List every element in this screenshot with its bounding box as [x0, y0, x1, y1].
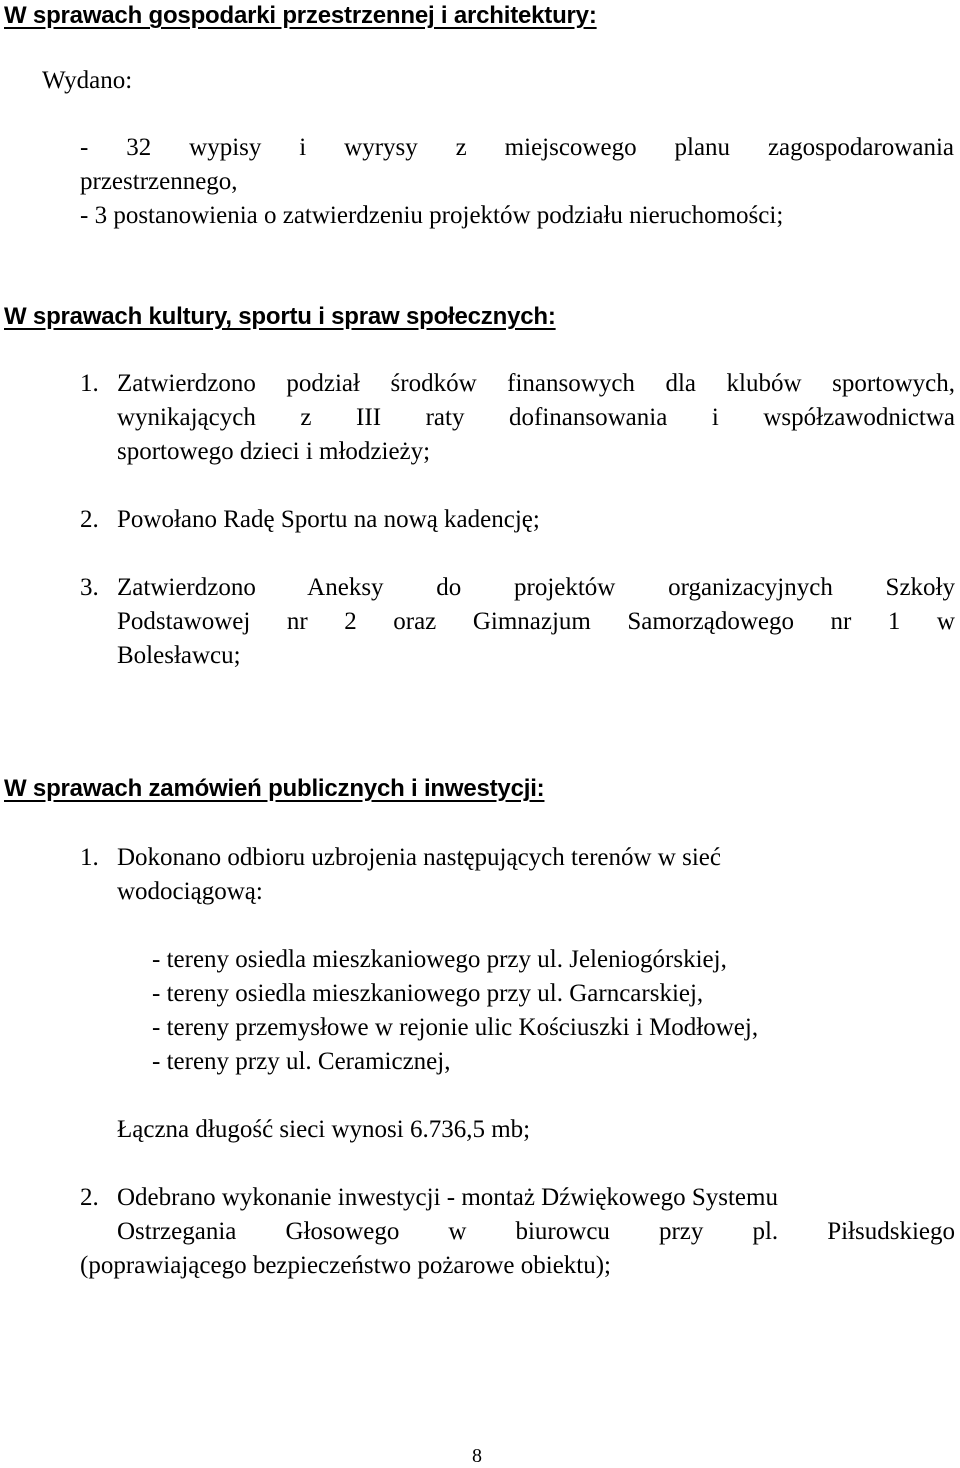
section-heading-culture-sport: W sprawach kultury, sportu i spraw społecznych:	[4, 303, 556, 330]
list-item-line: Ostrzegania Głosowego w biurowcu przy pl. Piłsudskiego	[117, 1218, 955, 1245]
list-item-number: 3.	[80, 574, 99, 601]
list-item-line: Dokonano odbioru uzbrojenia następujących terenów w sieć	[117, 844, 721, 871]
list-item-line: Odebrano wykonanie inwestycji - montaż Dźwiękowego Systemu	[117, 1184, 778, 1211]
list-item-line: wodociągową:	[117, 878, 263, 905]
list-item-line: Bolesławcu;	[117, 642, 241, 669]
network-length-total: Łączna długość sieci wynosi 6.736,5 mb;	[117, 1116, 531, 1143]
list-item-line: Podstawowej nr 2 oraz Gimnazjum Samorządowego nr 1 w	[117, 608, 955, 635]
sublist-item: - tereny przemysłowe w rejonie ulic Kościuszki i Modłowej,	[152, 1014, 759, 1041]
issued-item-line: - 32 wypisy i wyrysy z miejscowego planu zagospodarowania	[80, 134, 954, 161]
list-item-line: sportowego dzieci i młodzieży;	[117, 438, 431, 465]
list-item-line: Zatwierdzono Aneksy do projektów organizacyjnych Szkoły	[117, 574, 955, 601]
list-item-line: Powołano Radę Sportu na nową kadencję;	[117, 506, 540, 533]
sublist-item: - tereny przy ul. Ceramicznej,	[152, 1048, 451, 1075]
sublist-item: - tereny osiedla mieszkaniowego przy ul. Garncarskiej,	[152, 980, 704, 1007]
list-item-number: 1.	[80, 370, 99, 397]
section-heading-public-procurement: W sprawach zamówień publicznych i inwestycji:	[4, 775, 545, 802]
list-item-line: Zatwierdzono podział środków finansowych dla klubów sportowych,	[117, 370, 955, 397]
list-item-number: 1.	[80, 844, 99, 871]
page-number: 8	[472, 1445, 482, 1467]
list-item-number: 2.	[80, 1184, 99, 1211]
issued-label: Wydano:	[42, 67, 133, 94]
issued-item-line: - 3 postanowienia o zatwierdzeniu projektów podziału nieruchomości;	[80, 202, 784, 229]
list-item-number: 2.	[80, 506, 99, 533]
list-item-line: (poprawiającego bezpieczeństwo pożarowe obiektu);	[80, 1252, 612, 1279]
section-heading-spatial-planning: W sprawach gospodarki przestrzennej i architektury:	[4, 2, 597, 29]
sublist-item: - tereny osiedla mieszkaniowego przy ul. Jeleniogórskiej,	[152, 946, 727, 973]
issued-item-line: przestrzennego,	[80, 168, 238, 195]
list-item-line: wynikających z III raty dofinansowania i współzawodnictwa	[117, 404, 955, 431]
